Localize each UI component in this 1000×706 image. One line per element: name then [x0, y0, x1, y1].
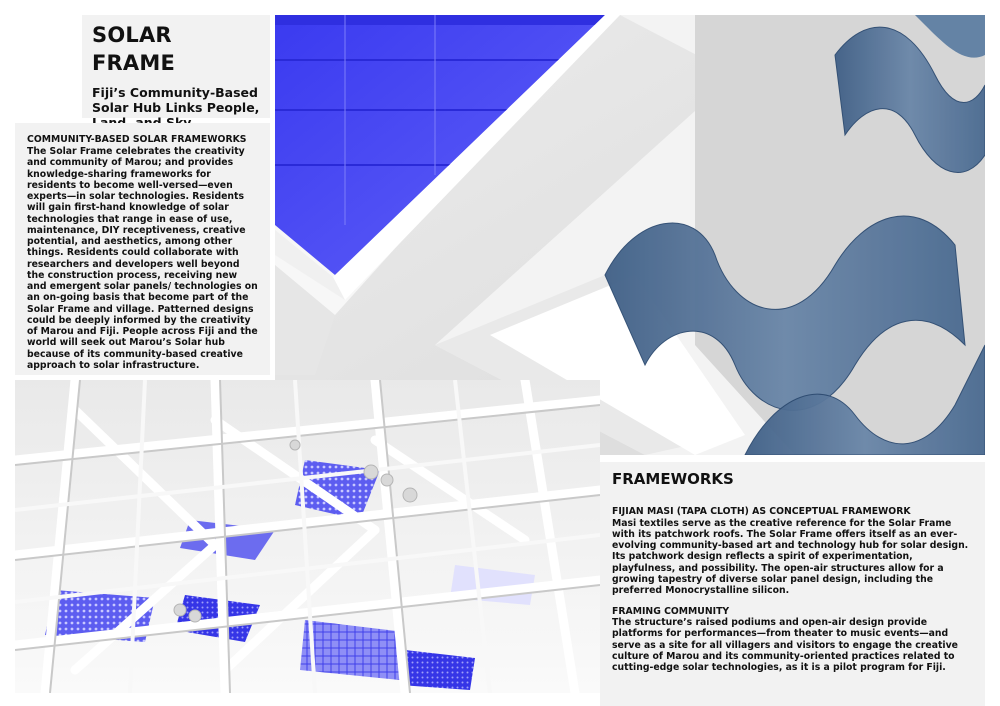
title-panel: [82, 15, 270, 118]
page-title: SOLAR FRAME: [92, 23, 176, 75]
framing-community-heading: FRAMING COMMUNITY: [612, 605, 730, 617]
masi-section-heading: FIJIAN MASI (TAPA CLOTH) AS CONCEPTUAL FRAMEWORK: [612, 506, 911, 517]
masi-section-body: Masi textiles serve as the creative reference for the Solar Frame with its patchwork roofs. The Solar Frame offers itself as an ever-evolving community-based art and technology hub for solar design. Its patchwork design reflects a spirit of experimentation, playfulness, and possibility. The open-air structures allow for a growing tapestry of diverse solar panel design, including the preferred Monocrystalline silicon.: [612, 517, 969, 597]
community-body: The Solar Frame celebrates the creativity and community of Marou; and provides knowledge-sharing frameworks for residents to become well-versed—even experts—in solar technologies. Residents will gain first-hand knowledge of solar technologies that range in ease of use, maintenance, DIY receptiveness, creative potential, and aesthetics, among other things. Residents could collaborate with researchers and developers well beyond the construction process, receiving new and emergent solar panels/ technologies on an on-going basis that become part of the Solar Frame and village. Patterned designs could be deeply informed by the creativity of Marou and Fiji. People across Fiji and the world will seek out Marou’s Solar hub because of its community-based creative approach to solar infrastructure.: [27, 146, 258, 371]
underside-illustration: [15, 380, 600, 693]
frameworks-heading: FRAMEWORKS: [612, 470, 734, 488]
community-heading: COMMUNITY-BASED SOLAR FRAMEWORKS: [27, 134, 247, 145]
frameworks-panel: [600, 462, 985, 706]
framing-community-body: The structure’s raised podiums and open-air design provide platforms for performances—from theater to music events—and serve as a site for all villagers and visitors to engage the creative culture of Marou and its community-oriented practices related to cutting-edge solar technologies, as it is a pilot program for Fiji.: [612, 617, 958, 674]
page-subtitle: Fiji’s Community-Based Solar Hub Links People,: [92, 85, 260, 115]
community-panel: [15, 123, 270, 375]
solar-frame-render-underside: [15, 380, 600, 693]
